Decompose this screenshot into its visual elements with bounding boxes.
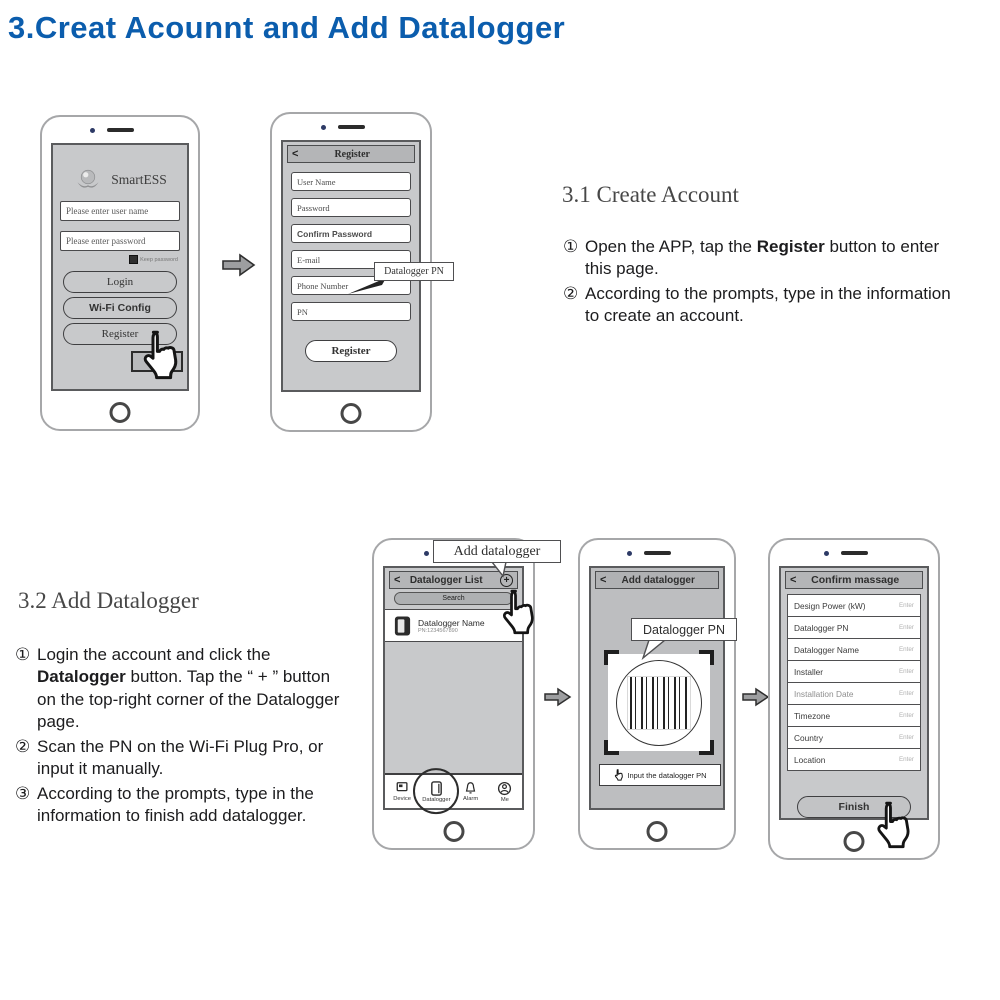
- header-title: Add datalogger: [621, 574, 695, 586]
- camera-dot-icon: [424, 551, 429, 556]
- row-design-power[interactable]: Design Power (kW) Enter: [787, 594, 921, 617]
- step-number: ①: [15, 645, 31, 664]
- me-user-icon: [497, 781, 512, 796]
- register-button[interactable]: Register: [63, 323, 177, 345]
- barcode-icon: [627, 676, 691, 730]
- register-header: [287, 145, 415, 163]
- login-screen: [51, 143, 189, 391]
- field-phone-number[interactable]: Phone Number: [291, 276, 411, 295]
- step-3: [15, 783, 349, 828]
- search-input[interactable]: Search: [394, 592, 513, 605]
- row-location[interactable]: Location Enter: [787, 748, 921, 771]
- datalogger-device-icon: [393, 615, 412, 637]
- nav-label: Datalogger: [422, 796, 451, 803]
- home-button[interactable]: [110, 402, 131, 423]
- step-text: Login the account and click the Datalogger button. Tap the “ + ” button on the top-right corner of the Datalogger page.: [37, 645, 340, 732]
- nav-datalogger[interactable]: [419, 775, 453, 808]
- row-datalogger-pn[interactable]: Datalogger PN Enter: [787, 616, 921, 639]
- right-arrow-icon: [221, 252, 257, 278]
- finish-button[interactable]: Finish: [797, 796, 911, 818]
- field-password[interactable]: Password: [291, 198, 411, 217]
- device-icon: [395, 781, 410, 795]
- phone-datalogger-list-mockup: [372, 538, 535, 850]
- step-2: [563, 283, 951, 328]
- home-button[interactable]: [341, 403, 362, 424]
- corner-bracket-icon: [604, 650, 619, 665]
- field-email[interactable]: E-mail: [291, 250, 411, 269]
- home-button[interactable]: [443, 821, 464, 842]
- section-3-2-steps: [15, 644, 349, 830]
- bottom-nav: [385, 773, 522, 808]
- right-arrow-icon: [741, 686, 771, 708]
- datalogger-list-screen: [383, 566, 524, 810]
- section-3-2-heading: 3.2 Add Datalogger: [18, 588, 199, 613]
- alarm-bell-icon: [463, 781, 478, 795]
- nav-label: Me: [500, 796, 509, 803]
- callout-tail-icon: [490, 562, 510, 578]
- step-text: According to the prompts, type in the information to create an account.: [585, 283, 951, 326]
- camera-dot-icon: [90, 128, 95, 133]
- confirm-header: [785, 571, 923, 589]
- step-1: [563, 236, 951, 281]
- step-text: According to the prompts, type in the information to finish add datalogger.: [37, 783, 314, 826]
- field-user-name[interactable]: User Name: [291, 172, 411, 191]
- keep-password-label: Keep password: [140, 256, 178, 263]
- home-button[interactable]: [844, 831, 865, 852]
- back-icon[interactable]: <: [394, 574, 401, 586]
- step-1: [15, 644, 349, 734]
- step-text: Open the APP, tap the Register button to enter this page.: [585, 237, 940, 279]
- step-2: [15, 736, 349, 781]
- corner-bracket-icon: [699, 740, 714, 755]
- row-installation-date[interactable]: Installation Date Enter: [787, 682, 921, 705]
- header-title: Datalogger List: [409, 574, 483, 586]
- checkbox-icon[interactable]: [129, 255, 138, 264]
- item-name: Datalogger Name: [418, 617, 485, 628]
- speaker-icon: [338, 125, 365, 129]
- corner-bracket-icon: [604, 740, 619, 755]
- scan-header: [595, 571, 719, 589]
- wifi-config-button[interactable]: Wi-Fi Config: [63, 297, 177, 319]
- speaker-icon: [644, 551, 671, 555]
- camera-dot-icon: [627, 551, 632, 556]
- right-arrow-icon: [543, 686, 573, 708]
- header-title: Confirm massage: [811, 574, 900, 586]
- confirm-screen: [779, 566, 929, 820]
- back-icon[interactable]: <: [790, 574, 797, 586]
- row-datalogger-name[interactable]: Datalogger Name Enter: [787, 638, 921, 661]
- section-3-1-heading: 3.1 Create Account: [562, 182, 739, 207]
- hand-cursor-icon: [495, 588, 539, 636]
- callout-tail-icon: [641, 640, 667, 660]
- add-datalogger-callout: Add datalogger: [433, 540, 561, 563]
- nav-highlight-ring: [413, 768, 459, 814]
- step-number: ②: [563, 283, 579, 303]
- nav-me[interactable]: [488, 775, 522, 808]
- datalogger-pn-callout: Datalogger PN: [631, 618, 737, 641]
- input-pn-button[interactable]: [599, 764, 721, 786]
- speaker-icon: [841, 551, 868, 555]
- username-input[interactable]: Please enter user name: [60, 201, 180, 221]
- header-title: Register: [334, 148, 370, 160]
- step-number: ③: [15, 783, 31, 803]
- password-input[interactable]: Please enter password: [60, 231, 180, 251]
- phone-login-mockup: [40, 115, 200, 431]
- scan-screen: [589, 566, 725, 810]
- field-confirm-password[interactable]: Confirm Password: [291, 224, 411, 243]
- step-text: Scan the PN on the Wi-Fi Plug Pro, or input it manually.: [37, 736, 324, 779]
- camera-dot-icon: [824, 551, 829, 556]
- row-country[interactable]: Country Enter: [787, 726, 921, 749]
- add-datalogger-plus-button[interactable]: +: [500, 574, 513, 587]
- input-pn-label: Input the datalogger PN: [627, 770, 707, 780]
- step-number: ②: [15, 736, 31, 756]
- home-button[interactable]: [647, 821, 668, 842]
- section-3-1-steps: [563, 236, 951, 330]
- scan-frame: [608, 654, 710, 751]
- login-button[interactable]: Login: [63, 271, 177, 293]
- corner-bracket-icon: [699, 650, 714, 665]
- hand-cursor-icon: [869, 800, 915, 850]
- phone-confirm-mockup: [768, 538, 940, 860]
- item-pn: PN:1234567890: [418, 627, 458, 634]
- hand-cursor-icon: [135, 329, 183, 381]
- app-name: SmartESS: [111, 172, 167, 187]
- field-pn[interactable]: PN: [291, 302, 411, 321]
- phone-scan-mockup: [578, 538, 736, 850]
- nav-label: Device: [393, 796, 411, 802]
- row-installer[interactable]: Installer Enter: [787, 660, 921, 683]
- nav-label: Alarm: [463, 796, 479, 802]
- register-submit-button[interactable]: Register: [305, 340, 397, 362]
- datalogger-pn-callout: Datalogger PN: [374, 262, 454, 281]
- smartess-logo-icon: [73, 167, 103, 193]
- back-icon[interactable]: <: [292, 148, 299, 160]
- camera-dot-icon: [321, 125, 326, 130]
- back-icon[interactable]: <: [600, 574, 607, 586]
- page-title: 3.Creat Acounnt and Add Datalogger: [8, 10, 566, 45]
- item-texts: [418, 618, 485, 634]
- keep-password-row[interactable]: [129, 255, 178, 264]
- row-timezone[interactable]: Timezone Enter: [787, 704, 921, 727]
- speaker-icon: [107, 128, 134, 132]
- step-number: ①: [563, 237, 579, 256]
- app-logo-row: [53, 167, 187, 193]
- hand-icon: [613, 769, 624, 781]
